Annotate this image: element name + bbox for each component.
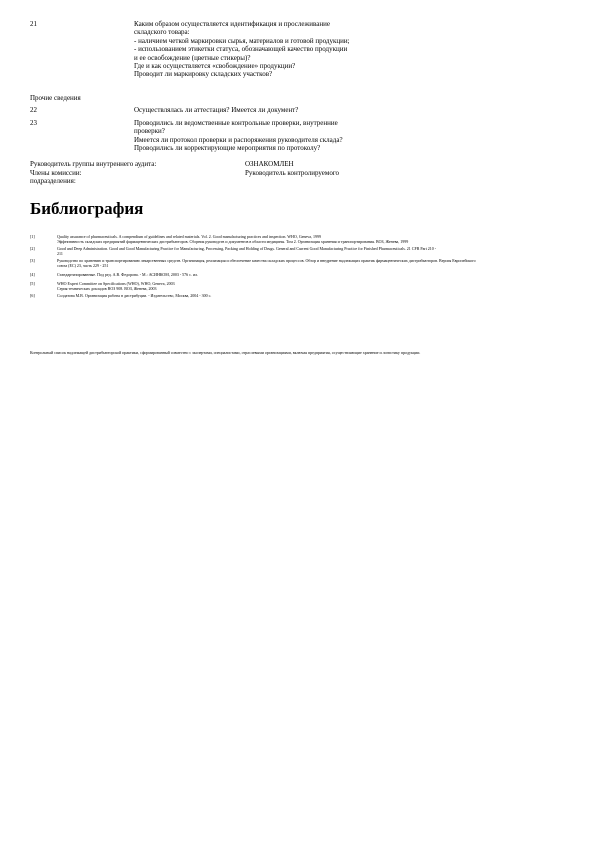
reference-text <box>57 246 487 256</box>
question-number: 22 <box>30 106 37 114</box>
question-line: Проводит ли маркировку складских участков? <box>134 70 273 79</box>
reference-line: Эффективность складских предприятий фармацевтических дистрибьюторов. Сборник руководств и документов в области медицины. Том 2. Организация хранения и транспортирования. ВОЗ, Женева, 1999 <box>57 239 409 245</box>
question-number: 21 <box>30 20 37 28</box>
reference-line: союза (ЕС) 23, часть 229 - 251 <box>57 263 109 269</box>
question-number: 23 <box>30 119 37 127</box>
question-line: Каким образом осуществляется идентификация и прослеживание <box>134 20 330 28</box>
signature-left <box>30 160 156 186</box>
signature-line: Руководитель группы внутреннего аудита: <box>30 160 157 168</box>
reference-line: Good and Deep Administration. Good and Good Manufacturing Practice for Manufacturing, Processing, Packing and Holding of Drugs. General and Current Good Manufacturing Practice for Finished Pharmaceuticals. 21 CFR Part 210 - <box>57 246 437 251</box>
section-other-info: Прочие сведения <box>30 94 81 102</box>
footnote: Контрольный список надлежащей дистрибьюторской практики, сформированный совместно с экспертами, специалистами, отраслевыми организациями, включая предприятия, осуществляющие хранение и логистику продукции. <box>30 350 421 355</box>
reference-line: Стандартизированные. Под ред. А.В. Федорова. - М.: АСИНКОМ, 2003 - 576 с. ил. <box>57 272 199 277</box>
reference-line: 211 <box>57 251 63 257</box>
question-text <box>134 106 424 114</box>
reference-text <box>57 258 487 268</box>
signature-line: Руководитель контролируемого <box>245 168 340 177</box>
reference-text <box>57 272 487 277</box>
question-line: проверки? <box>134 127 165 136</box>
question-line: и ее освобождение (цветные стикеры)? <box>134 53 251 62</box>
reference-line: Серия технических докладов ВОЗ 908. ВОЗ, Женева, 2003 <box>57 286 157 292</box>
reference-number: [2] <box>30 246 35 251</box>
reference-number: [6] <box>30 293 35 298</box>
reference-number: [1] <box>30 234 35 239</box>
question-line: - наличием четкой маркировки сырья, материалов и готовой продукции; <box>134 36 350 45</box>
bibliography-title: Библиография <box>30 199 144 218</box>
reference-number: [4] <box>30 272 35 277</box>
reference-text <box>57 234 487 244</box>
question-line: Имеется ли протокол проверки и распоряжения руководителя склада? <box>134 135 343 144</box>
question-line: Осуществлялась ли аттестация? Имеется ли документ? <box>134 106 299 114</box>
question-line: Проводились ли корректирующие мероприятия по протоколу? <box>134 144 321 153</box>
reference-text <box>57 281 487 291</box>
reference-number: [3] <box>30 258 35 263</box>
reference-line: Quality assurance of pharmaceuticals. A compendium of guidelines and related materials. Vol. 2. Good manufacturing practices and inspection. WHO, Geneva, 1999 <box>57 234 322 239</box>
signature-line: Члены комиссии: <box>30 168 82 177</box>
signature-line: ОЗНАКОМЛЕН <box>245 160 294 168</box>
reference-line: Руководство по хранению и транспортированию лекарственных средств. Организация, реализация и обеспечение качества складских процессов. Обзор и внедрение надлежащих практик фармацевтических дистрибьюторов. Версия Европейского <box>57 258 476 263</box>
question-text <box>134 119 424 153</box>
question-line: складского товара: <box>134 28 190 37</box>
signature-right <box>245 160 339 177</box>
question-line: Где и как осуществляется «свобождение» продукции? <box>134 62 296 71</box>
reference-number: [5] <box>30 281 35 286</box>
reference-line: Солдатова М.В. Организация работы в дистрибуции. - Издательство, Москва, 2004 - 300 с. <box>57 293 212 298</box>
question-line: Проводились ли ведомственные контрольные проверки, внутренние <box>134 119 338 127</box>
question-line: - использованием этикетки статуса, обозначающей качество продукции <box>134 45 348 54</box>
signature-line: подразделения: <box>30 177 76 185</box>
reference-text <box>57 293 487 298</box>
reference-line: WHO Expert Committee on Specifications (WHO), WHO, Geneva, 2003 <box>57 281 175 286</box>
question-text <box>134 20 424 79</box>
